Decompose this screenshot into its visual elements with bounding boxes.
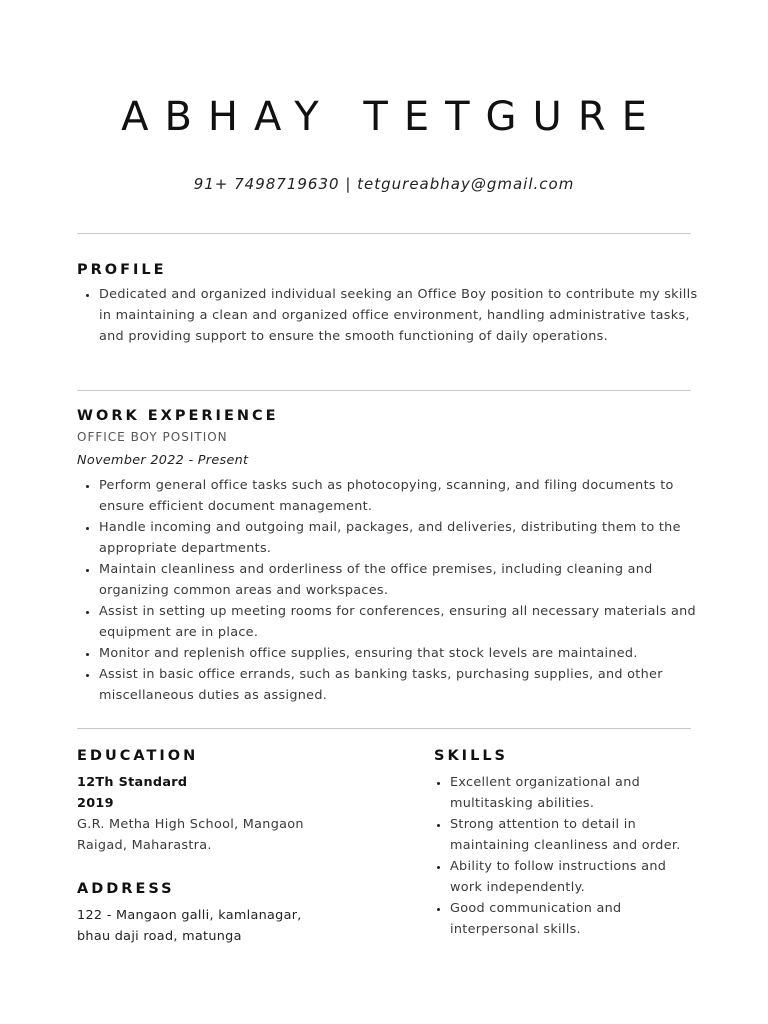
profile-heading: PROFILE <box>77 262 167 278</box>
skills-heading: SKILLS <box>434 748 508 764</box>
list-item: • Monitor and replenish office supplies, ensuring that stock levels are maintained. <box>99 643 709 664</box>
education-degree: 12Th Standard <box>77 775 188 790</box>
work-duties-list <box>77 475 709 706</box>
profile-item: • Dedicated and organized individual seeking an Office Boy position to contribute my skills in maintaining a clean and organized office environment, handling administrative tasks, and providing support to ensure the smooth functioning of daily operations. <box>99 284 709 347</box>
address-heading: ADDRESS <box>77 881 175 897</box>
list-item: • Assist in basic office errands, such as banking tasks, purchasing supplies, and other miscellaneous duties as assigned. <box>99 664 709 706</box>
contact-info: 91+ 7498719630 | tetgureabhay@gmail.com <box>193 175 575 193</box>
job-dates: November 2022 - Present <box>77 453 249 468</box>
address-line: bhau daji road, matunga <box>77 929 242 944</box>
divider <box>77 390 691 391</box>
profile-list <box>77 284 709 347</box>
list-item: • Strong attention to detail in maintaining cleanliness and order. <box>450 814 700 856</box>
address-line: 122 - Mangaon galli, kamlanagar, <box>77 908 302 923</box>
divider <box>77 233 691 234</box>
work-experience-heading: WORK EXPERIENCE <box>77 408 279 424</box>
list-item: • Handle incoming and outgoing mail, packages, and deliveries, distributing them to the appropriate departments. <box>99 517 709 559</box>
list-item: • Excellent organizational and multitasking abilities. <box>450 772 700 814</box>
list-item: • Ability to follow instructions and work independently. <box>450 856 700 898</box>
list-item: • Perform general office tasks such as photocopying, scanning, and filing documents to ensure efficient document management. <box>99 475 709 517</box>
job-position: OFFICE BOY POSITION <box>77 430 228 444</box>
education-year: 2019 <box>77 796 114 811</box>
skills-list <box>428 772 700 940</box>
divider <box>77 728 691 729</box>
education-heading: EDUCATION <box>77 748 199 764</box>
candidate-name: ABHAY TETGURE <box>121 94 663 140</box>
education-location: Raigad, Maharastra. <box>77 838 212 853</box>
list-item: • Assist in setting up meeting rooms for conferences, ensuring all necessary materials and equipment are in place. <box>99 601 709 643</box>
list-item: • Maintain cleanliness and orderliness of the office premises, including cleaning and organizing common areas and workspaces. <box>99 559 709 601</box>
education-school: G.R. Metha High School, Mangaon <box>77 817 304 832</box>
list-item: • Good communication and interpersonal skills. <box>450 898 700 940</box>
